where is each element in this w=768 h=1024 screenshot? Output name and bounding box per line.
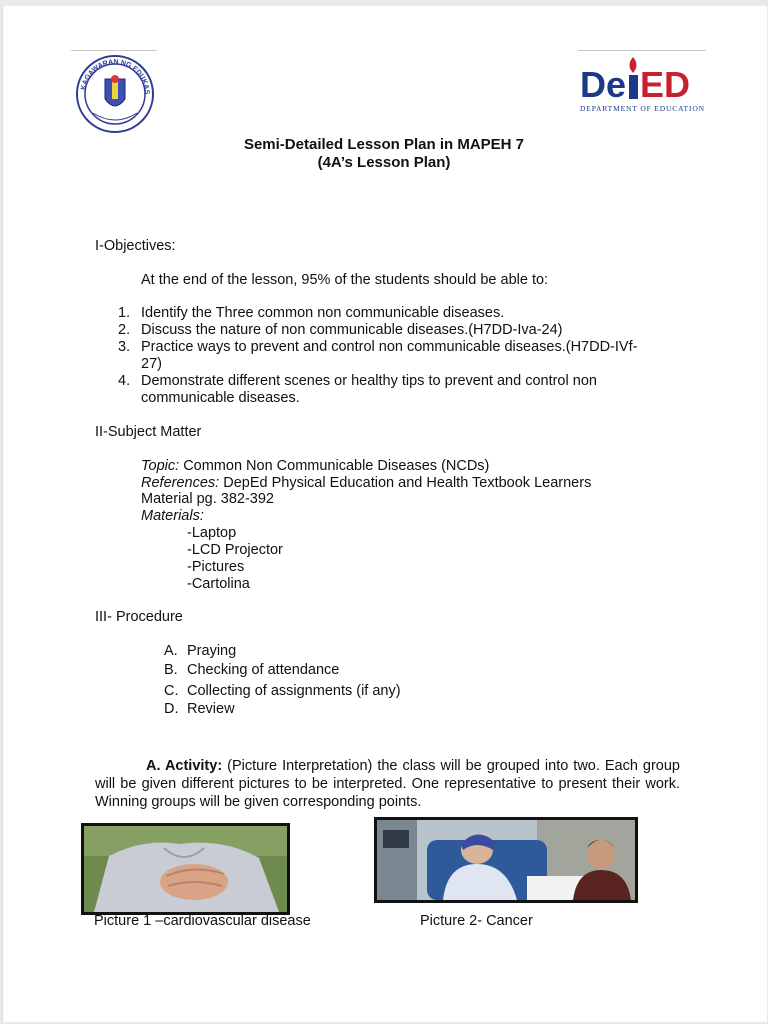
objective-item-continued: 27) (141, 356, 162, 372)
material-item: -LCD Projector (187, 542, 283, 558)
document-title: Semi-Detailed Lesson Plan in MAPEH 7 (243, 136, 525, 153)
svg-text:ED: ED (640, 64, 691, 105)
material-item: -Laptop (187, 525, 237, 541)
activity-text: (Picture Interpretation) the class will be grouped into two. Each group will be given different pictures to be interpreted. One representative to present their work. Winning groups will be given corresponding points. (95, 758, 680, 810)
objective-item: Practice ways to prevent and control non communicable diseases.(H7DD-IVf- (141, 339, 638, 355)
svg-text:DEPARTMENT OF EDUCATION: DEPARTMENT OF EDUCATION (580, 104, 704, 113)
procedure-step: Checking of attendance (187, 662, 340, 678)
objective-number: 2. (118, 322, 131, 338)
procedure-heading: III- Procedure (95, 609, 183, 625)
references-value: DepEd Physical Education and Health Textbook Learners (223, 475, 592, 491)
procedure-step: Review (187, 701, 235, 717)
objective-item: Identify the Three common non communicable diseases. (141, 305, 505, 321)
material-item: -Pictures (187, 559, 245, 575)
topic-label: Topic: (141, 458, 180, 474)
objective-item: Demonstrate different scenes or healthy tips to prevent and control non (141, 373, 597, 389)
procedure-step: Collecting of assignments (if any) (187, 683, 401, 699)
procedure-letter: A. (164, 643, 178, 659)
objective-item-continued: communicable diseases. (141, 390, 300, 406)
subject-matter-heading: II-Subject Matter (95, 424, 202, 440)
materials-label-text: Materials: (141, 508, 204, 524)
picture-2-caption: Picture 2- Cancer (420, 913, 533, 929)
references-label: References: (141, 475, 220, 491)
deped-logo (578, 50, 706, 119)
objective-item: Discuss the nature of non communicable diseases.(H7DD-Iva-24) (141, 322, 563, 338)
activity-paragraph (95, 757, 680, 811)
svg-text:De: De (580, 64, 627, 105)
topic-line (141, 458, 489, 475)
svg-text:KAGAWARAN NG EDUKASYON: KAGAWARAN NG EDUKAS (80, 58, 151, 95)
objective-number: 1. (118, 305, 131, 321)
objective-number: 4. (118, 373, 131, 389)
activity-label: A. Activity: (146, 758, 223, 774)
references-continued: Material pg. 382-392 (141, 491, 274, 507)
procedure-step: Praying (187, 643, 237, 659)
document-subtitle: (4A’s Lesson Plan) (317, 154, 451, 171)
picture-1-caption: Picture 1 –cardiovascular disease (94, 913, 311, 929)
topic-value: Common Non Communicable Diseases (NCDs) (183, 458, 490, 474)
picture-cardiovascular (81, 823, 290, 915)
material-item: -Cartolina (187, 576, 250, 592)
picture-cancer (374, 817, 638, 903)
objectives-heading: I-Objectives: (95, 238, 176, 254)
objectives-intro: At the end of the lesson, 95% of the students should be able to: (141, 272, 549, 288)
procedure-letter: C. (164, 683, 179, 699)
procedure-letter: B. (164, 662, 178, 678)
objective-number: 3. (118, 339, 131, 355)
deped-seal-logo (71, 50, 157, 135)
materials-label (141, 508, 204, 525)
procedure-letter: D. (164, 701, 179, 717)
references-line (141, 475, 591, 492)
